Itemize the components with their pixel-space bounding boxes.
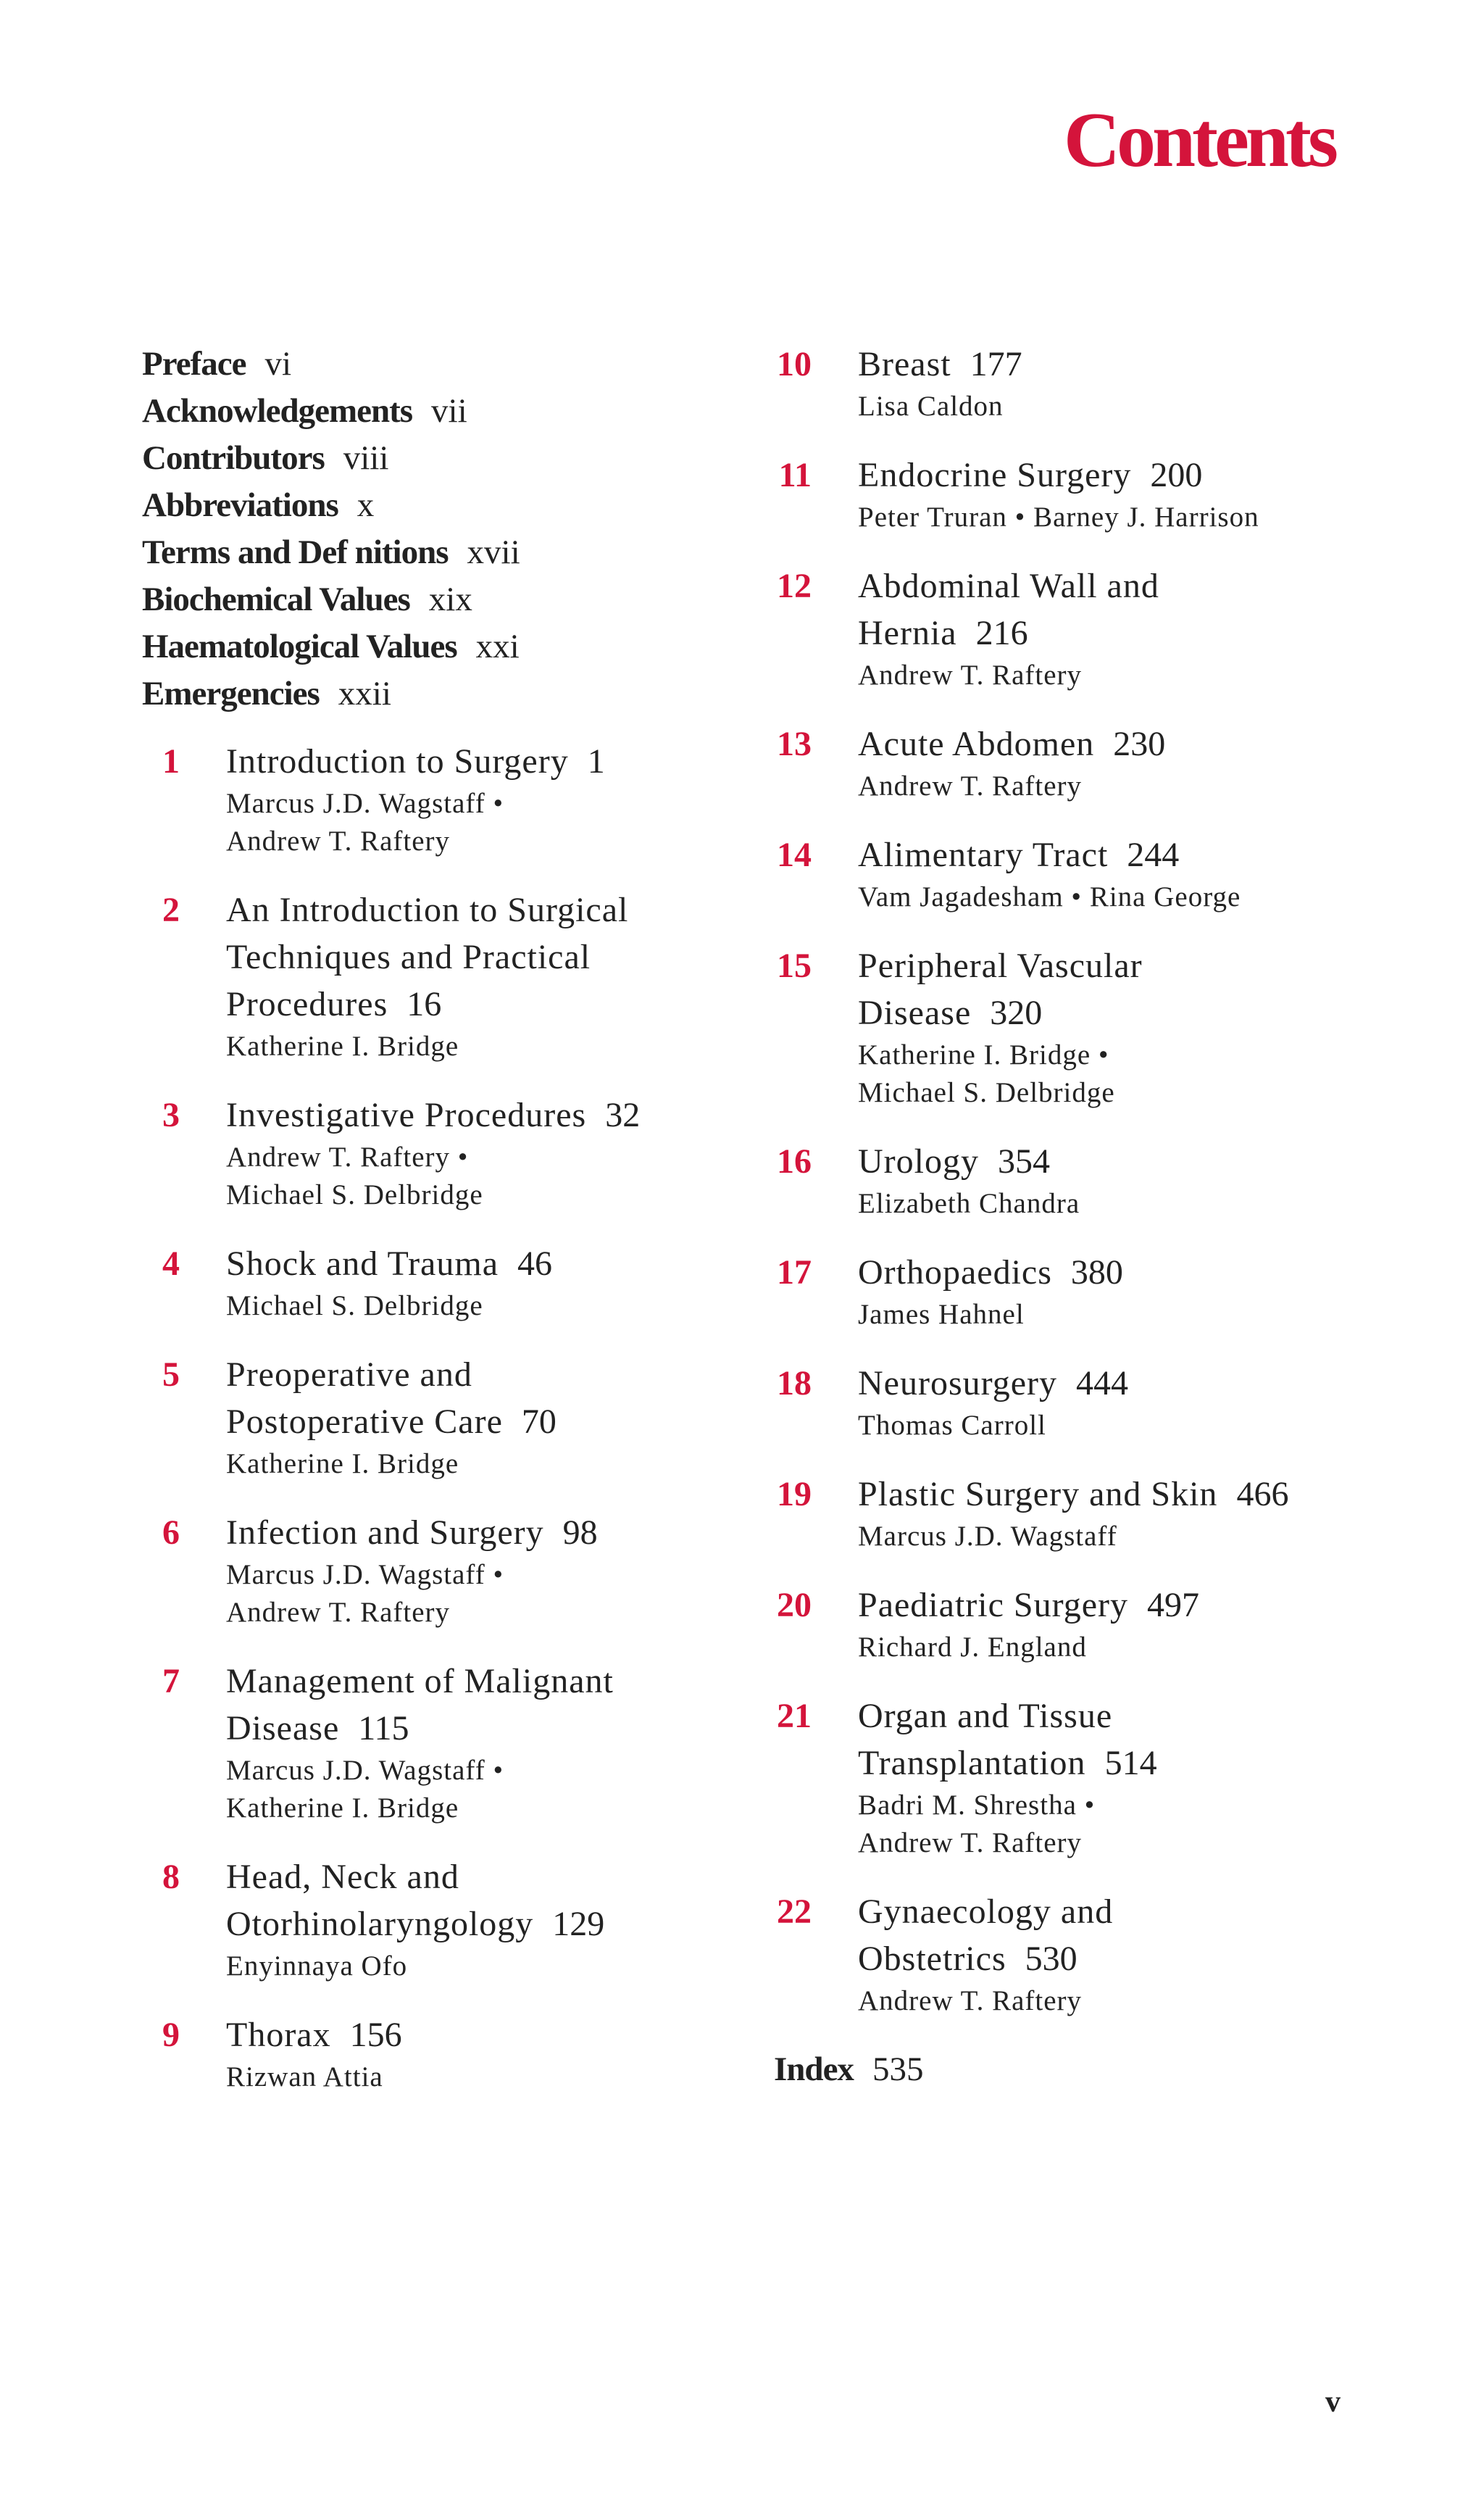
chapter-authors bbox=[226, 1752, 736, 1827]
chapter-authors bbox=[226, 1556, 736, 1632]
chapter-number: 19 bbox=[777, 1475, 812, 1513]
chapter-page: 497 bbox=[1147, 1586, 1200, 1624]
chapter-title bbox=[226, 886, 736, 1028]
chapter-title bbox=[226, 738, 736, 785]
chapter-title bbox=[226, 1092, 736, 1139]
chapter-authors bbox=[858, 878, 1368, 916]
front-matter-item[interactable] bbox=[142, 670, 736, 718]
chapter-title-line: Otorhinolaryngology bbox=[226, 1905, 534, 1943]
chapter-author: Marcus J.D. Wagstaff bbox=[858, 1521, 1117, 1552]
chapter-title bbox=[226, 2011, 736, 2058]
chapter-number: 9 bbox=[162, 2016, 180, 2054]
chapter-entry[interactable] bbox=[774, 1471, 1368, 1555]
chapter-title-line: Gynaecology and bbox=[858, 1892, 1114, 1931]
chapter-number: 3 bbox=[162, 1096, 180, 1134]
chapter-title-line: Shock and Trauma bbox=[226, 1244, 499, 1283]
chapter-title-line: Disease bbox=[858, 994, 972, 1032]
front-matter-page: vi bbox=[264, 345, 292, 383]
front-matter-label: Emergencies bbox=[142, 675, 320, 712]
chapter-number: 20 bbox=[777, 1586, 812, 1624]
chapter-page: 230 bbox=[1113, 725, 1166, 763]
chapter-page: 320 bbox=[990, 994, 1043, 1032]
chapter-title bbox=[226, 1509, 736, 1556]
chapter-page: 46 bbox=[517, 1244, 552, 1283]
chapter-entry[interactable] bbox=[774, 1692, 1368, 1862]
chapter-title bbox=[858, 1249, 1368, 1296]
chapter-number: 2 bbox=[162, 891, 180, 929]
chapter-title bbox=[858, 1888, 1368, 1982]
chapter-number: 13 bbox=[777, 725, 812, 763]
chapter-page: 466 bbox=[1236, 1475, 1289, 1513]
chapter-page: 98 bbox=[562, 1513, 598, 1552]
chapter-title-line: Alimentary Tract bbox=[858, 836, 1109, 874]
chapter-list-left bbox=[142, 738, 736, 2096]
chapter-number: 18 bbox=[777, 1364, 812, 1402]
chapter-number: 16 bbox=[777, 1142, 812, 1181]
chapter-number: 6 bbox=[162, 1513, 180, 1552]
front-matter-page: xxii bbox=[338, 675, 391, 712]
chapter-author: Andrew T. Raftery bbox=[858, 770, 1083, 802]
front-matter-label: Contributors bbox=[142, 439, 325, 477]
chapter-authors bbox=[858, 1787, 1368, 1862]
chapter-page: 200 bbox=[1150, 456, 1203, 494]
chapter-page: 16 bbox=[407, 985, 442, 1023]
chapter-author: Katherine I. Bridge bbox=[226, 1792, 459, 1824]
chapter-title bbox=[858, 1138, 1368, 1185]
chapter-page: 354 bbox=[997, 1142, 1050, 1181]
chapter-title-line: Breast bbox=[858, 345, 951, 383]
chapter-author: Enyinnaya Ofo bbox=[226, 1950, 408, 1982]
chapter-author: Marcus J.D. Wagstaff • bbox=[226, 1559, 504, 1590]
chapter-title bbox=[858, 1360, 1368, 1407]
chapter-page: 444 bbox=[1076, 1364, 1129, 1402]
chapter-page: 156 bbox=[349, 2016, 402, 2054]
chapter-page: 1 bbox=[587, 742, 605, 781]
front-matter-label: Biochemical Values bbox=[142, 581, 410, 618]
chapter-title-line: Plastic Surgery and Skin bbox=[858, 1475, 1218, 1513]
chapter-entry[interactable] bbox=[142, 1351, 736, 1483]
chapter-title-line: Orthopaedics bbox=[858, 1253, 1052, 1292]
chapter-authors bbox=[226, 1445, 736, 1483]
chapter-number: 1 bbox=[162, 742, 180, 781]
chapter-authors bbox=[858, 1185, 1368, 1223]
chapter-entry[interactable] bbox=[774, 452, 1368, 536]
chapter-title-line: Organ and Tissue bbox=[858, 1697, 1113, 1735]
front-matter-page: xvii bbox=[467, 533, 520, 571]
chapter-title-line: Acute Abdomen bbox=[858, 725, 1095, 763]
chapter-author: Michael S. Delbridge bbox=[858, 1077, 1115, 1108]
chapter-authors bbox=[858, 1982, 1368, 2020]
chapter-entry[interactable] bbox=[774, 1888, 1368, 2020]
front-matter-list bbox=[142, 341, 736, 718]
chapter-title-line: Disease bbox=[226, 1709, 340, 1747]
chapter-entry[interactable] bbox=[774, 1138, 1368, 1223]
chapter-title-line: Head, Neck and bbox=[226, 1858, 459, 1896]
chapter-author: Rizwan Attia bbox=[226, 2061, 383, 2092]
front-matter-item[interactable] bbox=[142, 435, 736, 482]
chapter-entry[interactable] bbox=[142, 886, 736, 1065]
chapter-title bbox=[226, 1658, 736, 1752]
chapter-list-right bbox=[774, 341, 1368, 2020]
index-entry[interactable] bbox=[774, 2046, 1368, 2093]
chapter-title-line: Paediatric Surgery bbox=[858, 1586, 1129, 1624]
chapter-title-line: Thorax bbox=[226, 2016, 331, 2054]
front-matter-label: Terms and Def nitions bbox=[142, 533, 449, 571]
chapter-number: 5 bbox=[162, 1355, 180, 1394]
chapter-entry[interactable] bbox=[774, 831, 1368, 916]
chapter-author: Andrew T. Raftery bbox=[226, 1597, 451, 1628]
chapter-title-line: Postoperative Care bbox=[226, 1402, 503, 1441]
chapter-author: Andrew T. Raftery bbox=[858, 1827, 1083, 1858]
index-label: Index bbox=[774, 2050, 854, 2088]
front-matter-label: Acknowledgements bbox=[142, 392, 413, 430]
chapter-title bbox=[858, 831, 1368, 878]
chapter-number: 12 bbox=[777, 567, 812, 605]
chapter-entry[interactable] bbox=[142, 1658, 736, 1827]
chapter-author: Andrew T. Raftery bbox=[226, 826, 451, 857]
chapter-authors bbox=[858, 657, 1368, 694]
chapter-page: 244 bbox=[1127, 836, 1180, 874]
front-matter-item[interactable] bbox=[142, 388, 736, 435]
chapter-title-line: Peripheral Vascular bbox=[858, 947, 1143, 985]
chapter-authors bbox=[226, 2058, 736, 2096]
chapter-author: Badri M. Shrestha • bbox=[858, 1790, 1096, 1821]
chapter-entry[interactable] bbox=[142, 738, 736, 860]
chapter-entry[interactable] bbox=[774, 1249, 1368, 1334]
index-page: 535 bbox=[872, 2050, 924, 2088]
chapter-entry[interactable] bbox=[142, 1240, 736, 1325]
chapter-authors bbox=[858, 1407, 1368, 1445]
chapter-authors bbox=[858, 388, 1368, 425]
chapter-entry[interactable] bbox=[774, 562, 1368, 694]
chapter-title-line: Procedures bbox=[226, 985, 388, 1023]
chapter-author: Peter Truran • Barney J. Harrison bbox=[858, 502, 1259, 533]
chapter-entry[interactable] bbox=[774, 1360, 1368, 1445]
chapter-number: 15 bbox=[777, 947, 812, 985]
chapter-title bbox=[858, 720, 1368, 768]
chapter-authors bbox=[858, 1296, 1368, 1334]
chapter-title-line: Obstetrics bbox=[858, 1940, 1006, 1978]
chapter-title-line: Hernia bbox=[858, 614, 957, 652]
chapter-title-line: Transplantation bbox=[858, 1744, 1086, 1782]
chapter-author: Thomas Carroll bbox=[858, 1410, 1046, 1441]
chapter-title-line: Introduction to Surgery bbox=[226, 742, 569, 781]
chapter-author: Katherine I. Bridge bbox=[226, 1448, 459, 1479]
chapter-entry[interactable] bbox=[142, 1853, 736, 1985]
chapter-page: 70 bbox=[521, 1402, 556, 1441]
front-matter-page: viii bbox=[343, 439, 389, 477]
chapter-page: 380 bbox=[1070, 1253, 1123, 1292]
chapter-authors bbox=[226, 1028, 736, 1065]
chapter-title-line: Neurosurgery bbox=[858, 1364, 1058, 1402]
front-matter-item[interactable] bbox=[142, 623, 736, 670]
chapter-number: 14 bbox=[777, 836, 812, 874]
chapter-title bbox=[858, 1582, 1368, 1629]
chapter-author: Vam Jagadesham • Rina George bbox=[858, 881, 1241, 913]
chapter-authors bbox=[226, 785, 736, 860]
chapter-page: 514 bbox=[1104, 1744, 1157, 1782]
chapter-title bbox=[858, 452, 1368, 499]
toc-left-column bbox=[142, 341, 736, 2122]
chapter-title-line: Techniques and Practical bbox=[226, 938, 591, 976]
front-matter-item[interactable] bbox=[142, 482, 736, 529]
chapter-number: 11 bbox=[778, 456, 812, 494]
chapter-title-line: Urology bbox=[858, 1142, 979, 1181]
chapter-number: 21 bbox=[777, 1697, 812, 1735]
chapter-title-line: An Introduction to Surgical bbox=[226, 891, 629, 929]
chapter-number: 4 bbox=[162, 1244, 180, 1283]
chapter-title-line: Investigative Procedures bbox=[226, 1096, 587, 1134]
chapter-authors bbox=[858, 1036, 1368, 1112]
chapter-title-line: Abdominal Wall and bbox=[858, 567, 1159, 605]
chapter-author: Katherine I. Bridge bbox=[226, 1031, 459, 1062]
front-matter-item[interactable] bbox=[142, 529, 736, 576]
chapter-title bbox=[226, 1351, 736, 1445]
chapter-page: 177 bbox=[970, 345, 1022, 383]
chapter-authors bbox=[858, 1629, 1368, 1666]
chapter-number: 10 bbox=[777, 345, 812, 383]
chapter-number: 22 bbox=[777, 1892, 812, 1931]
chapter-entry[interactable] bbox=[774, 942, 1368, 1112]
chapter-page: 129 bbox=[552, 1905, 605, 1943]
front-matter-page: xxi bbox=[475, 628, 520, 665]
chapter-author: Lisa Caldon bbox=[858, 391, 1004, 422]
chapter-entry[interactable] bbox=[774, 1582, 1368, 1666]
chapter-authors bbox=[226, 1948, 736, 1985]
chapter-author: Andrew T. Raftery • bbox=[226, 1142, 469, 1173]
toc-right-column bbox=[774, 341, 1368, 2093]
front-matter-page: xix bbox=[428, 581, 472, 618]
chapter-entry[interactable] bbox=[774, 720, 1368, 805]
chapter-author: Andrew T. Raftery bbox=[858, 660, 1083, 691]
chapter-title-line: Infection and Surgery bbox=[226, 1513, 544, 1552]
chapter-title bbox=[858, 341, 1368, 388]
chapter-author: Michael S. Delbridge bbox=[226, 1179, 483, 1210]
folio: v bbox=[1325, 2385, 1341, 2419]
front-matter-item[interactable] bbox=[142, 341, 736, 388]
front-matter-label: Abbreviations bbox=[142, 486, 338, 524]
page-title: Contents bbox=[1063, 97, 1335, 183]
chapter-title bbox=[858, 942, 1368, 1036]
chapter-author: Elizabeth Chandra bbox=[858, 1188, 1080, 1219]
chapter-author: Andrew T. Raftery bbox=[858, 1985, 1083, 2016]
front-matter-page: x bbox=[357, 486, 375, 524]
chapter-authors bbox=[858, 768, 1368, 805]
chapter-entry[interactable] bbox=[774, 341, 1368, 425]
chapter-title bbox=[226, 1853, 736, 1948]
chapter-authors bbox=[858, 499, 1368, 536]
chapter-title-line: Preoperative and bbox=[226, 1355, 472, 1394]
chapter-title bbox=[226, 1240, 736, 1287]
chapter-entry[interactable] bbox=[142, 1509, 736, 1632]
chapter-title bbox=[858, 562, 1368, 657]
chapter-title-line: Management of Malignant bbox=[226, 1662, 614, 1700]
chapter-number: 17 bbox=[777, 1253, 812, 1292]
front-matter-page: vii bbox=[431, 392, 467, 430]
chapter-entry[interactable] bbox=[142, 2011, 736, 2096]
chapter-title bbox=[858, 1692, 1368, 1787]
chapter-title-line: Endocrine Surgery bbox=[858, 456, 1132, 494]
front-matter-item[interactable] bbox=[142, 576, 736, 623]
chapter-author: Michael S. Delbridge bbox=[226, 1290, 483, 1321]
chapter-number: 7 bbox=[162, 1662, 180, 1700]
front-matter-label: Preface bbox=[142, 345, 246, 383]
chapter-page: 530 bbox=[1025, 1940, 1077, 1978]
chapter-entry[interactable] bbox=[142, 1092, 736, 1214]
chapter-page: 216 bbox=[975, 614, 1028, 652]
chapter-page: 32 bbox=[605, 1096, 641, 1134]
chapter-title bbox=[858, 1471, 1368, 1518]
chapter-page: 115 bbox=[358, 1709, 409, 1747]
chapter-authors bbox=[858, 1518, 1368, 1555]
chapter-author: James Hahnel bbox=[858, 1299, 1025, 1330]
chapter-author: Richard J. England bbox=[858, 1632, 1087, 1663]
chapter-number: 8 bbox=[162, 1858, 180, 1896]
chapter-author: Marcus J.D. Wagstaff • bbox=[226, 788, 504, 819]
chapter-author: Marcus J.D. Wagstaff • bbox=[226, 1755, 504, 1786]
chapter-authors bbox=[226, 1287, 736, 1325]
front-matter-label: Haematological Values bbox=[142, 628, 457, 665]
chapter-author: Katherine I. Bridge • bbox=[858, 1039, 1109, 1071]
chapter-authors bbox=[226, 1139, 736, 1214]
